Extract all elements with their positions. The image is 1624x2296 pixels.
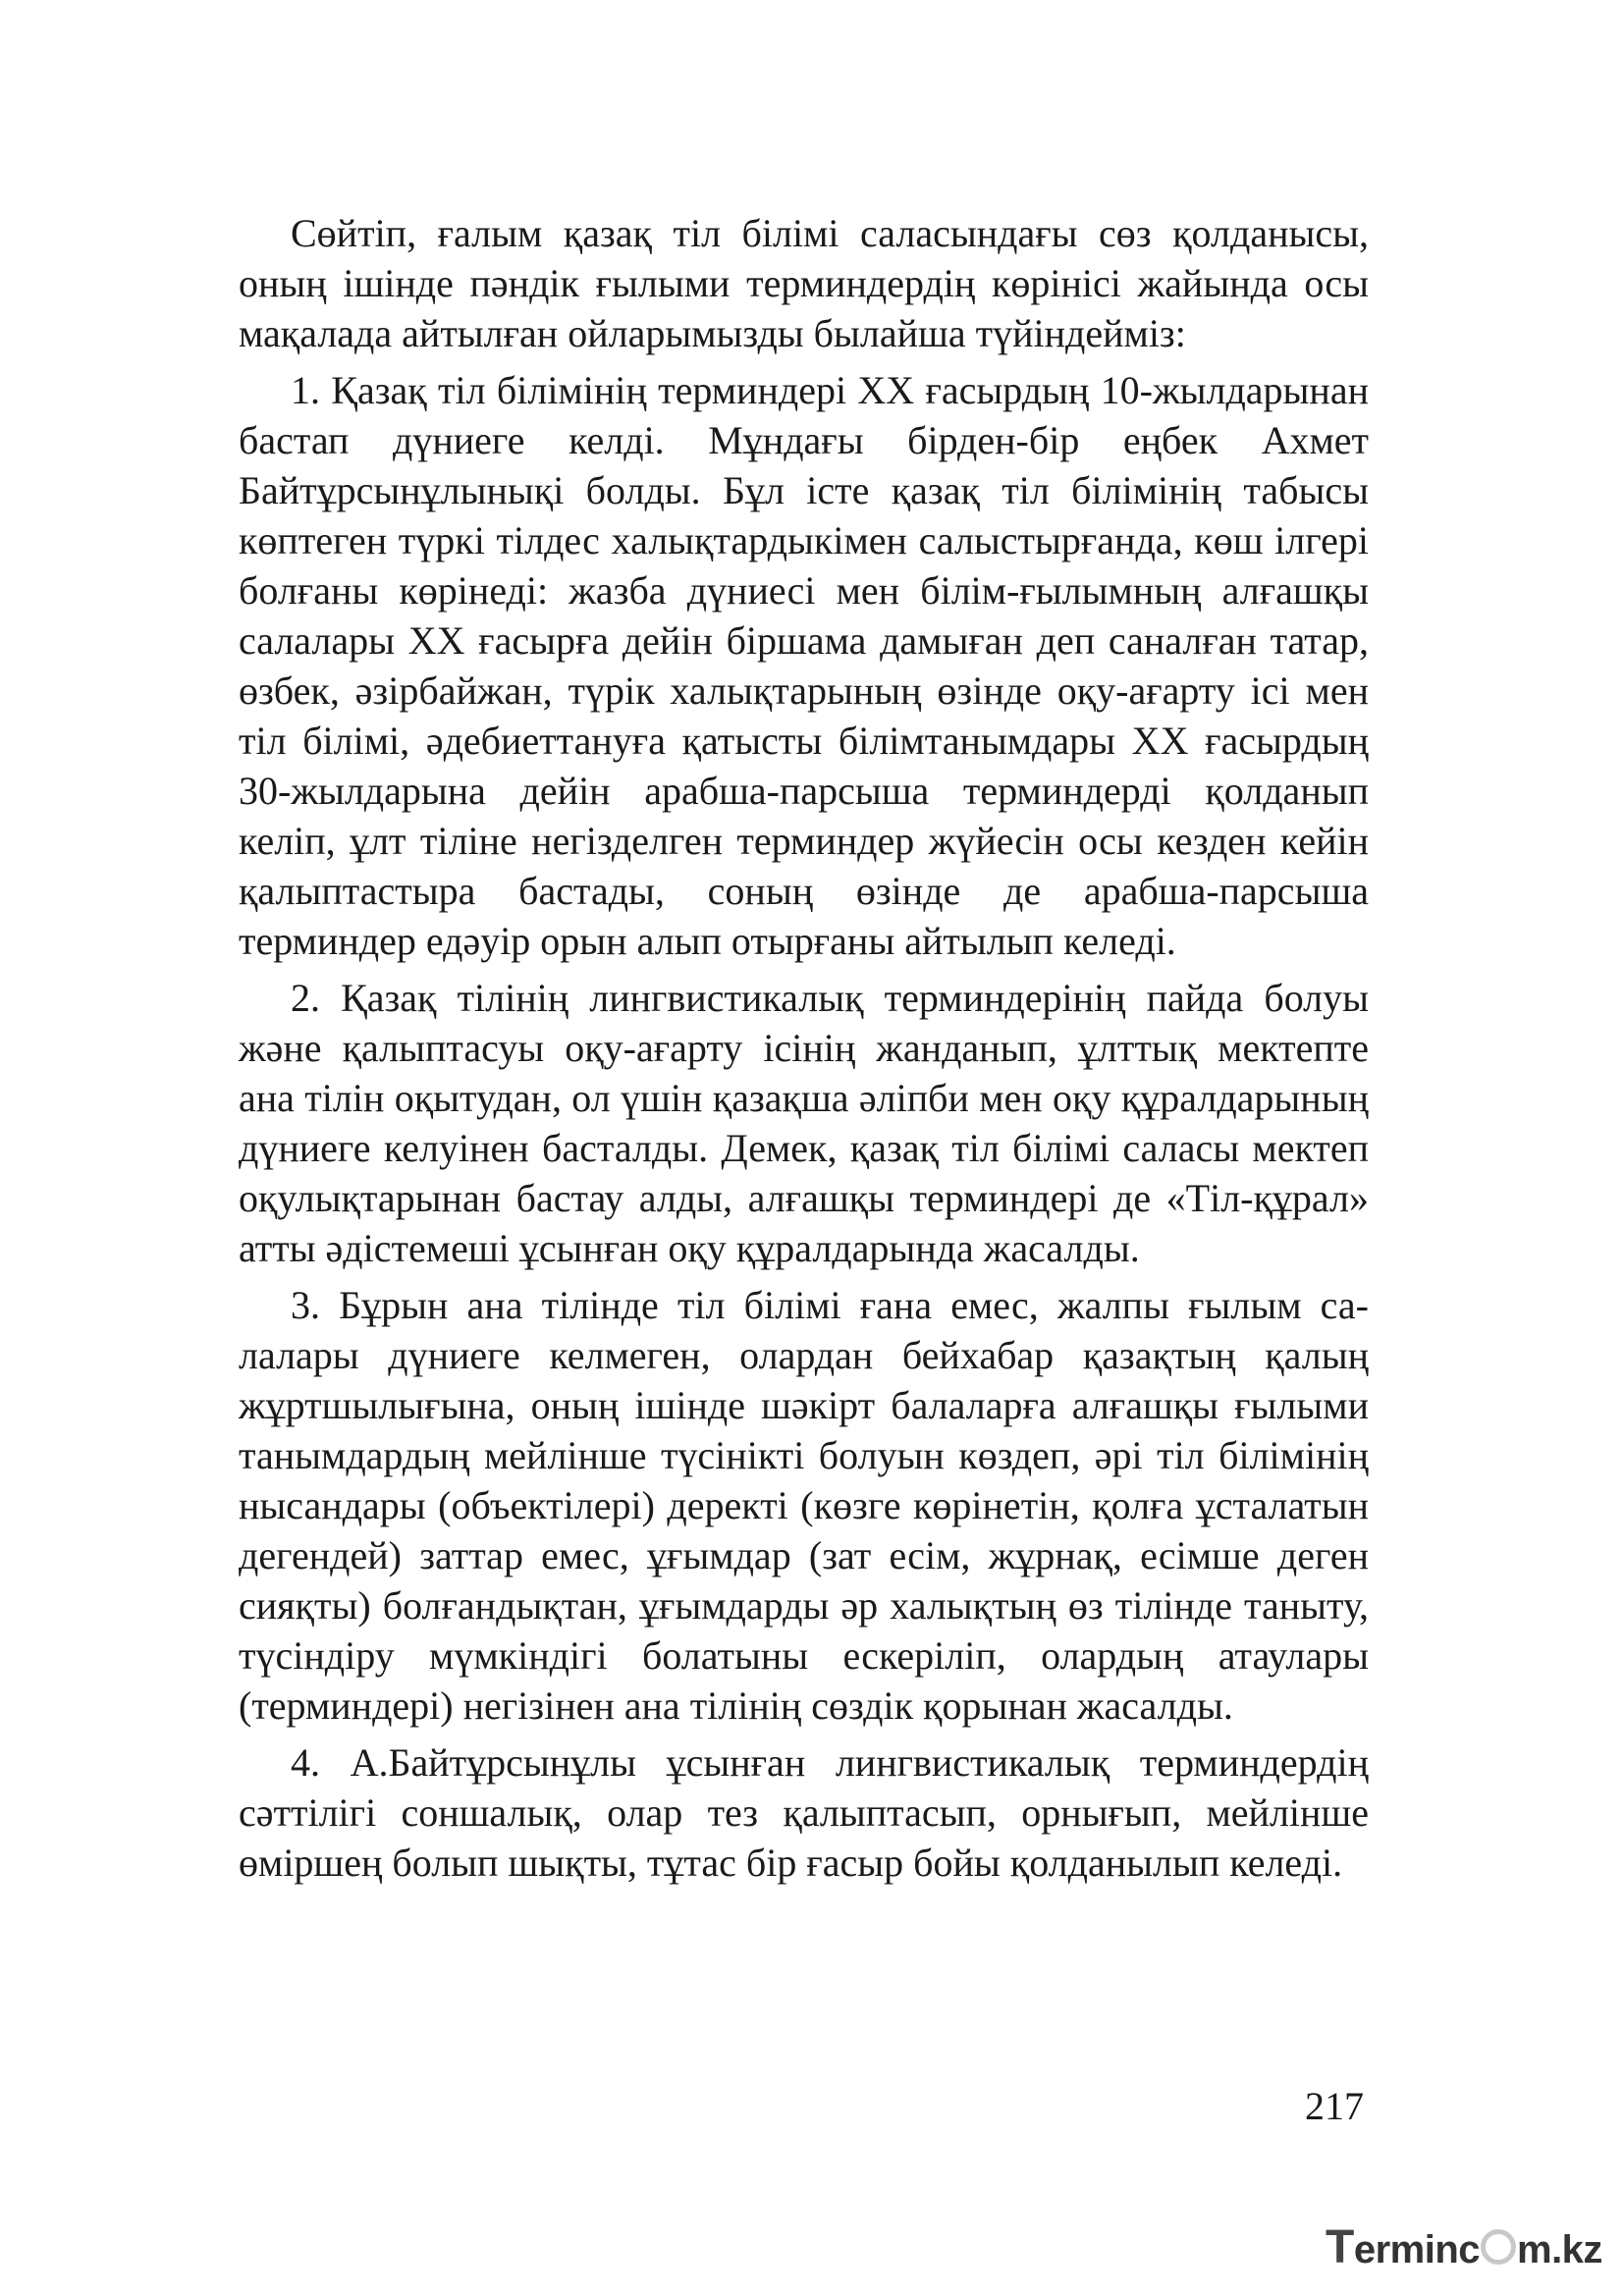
paragraph-point-3: 3. Бұрын ана тілінде тіл білімі ғана емес, жалпы ғылым салалары дүниеге келмеген, олардан бейхабар қазақтың қалың жұртшылығына, оның ішінде шәкірт балаларға алғашқы ғылыми танымдардың мейлінше түсінікті болуын көздеп, әрі тіл білімінің нысандары (объектілері) деректі (көзге көрінетін, қолға ұсталатын дегендей) заттар емес, ұғымдар (зат есім, жұрнақ, есімше деген сияқты) болғандықтан, ұғымдарды әр халықтың өз тілінде таныту, түсіндіру мүмкіндігі болатыны ескеріліп, олардың атаулары (терминдері) негізінен ана тілінің сөздік қорынан жасалды. bbox=[239, 1283, 1369, 1728]
watermark-letter-t: T bbox=[1326, 2221, 1354, 2273]
paragraph-point-4: 4. А.Байтұрсынұлы ұсынған лингвистикалық терминдердің сәттілігі соншалық, олар тез қалыптасып, орнығып, мейлінше өміршең болып шықты, тұтас бір ғасыр бойы қолданылып келеді. bbox=[239, 1740, 1369, 1885]
paragraph-point-2: 2. Қазақ тілінің лингвистикалық терминдерінің пайда болуы және қалыптасуы оқу-ағарту ісінің жанданып, ұлттық мектепте ана тілін оқытудан, ол үшін қазақша әліпби мен оқу құралдарының дүниеге келуінен басталды. Демек, қазақ тіл білімі саласы мектеп оқулықтарынан бастау алды, алғашқы терминдері де «Тіл-құрал» атты әдістемеші ұсынған оқу құралдарында жасалды. bbox=[239, 976, 1369, 1270]
page-number: 217 bbox=[1305, 2084, 1364, 2128]
page-text bbox=[239, 208, 1369, 1895]
paragraph-point-1: 1. Қазақ тіл білімінің терминдері XX ғасырдың 10-жылдарынан бастап дүниеге келді. Мұндағы бірден-бір еңбек Ахмет Байтұрсынұлынықі болды. Бұл істе қазақ тіл білімінің табысы көптеген түркі тілдес халықтардыкімен салыстырғанда, көш ілгері болғаны көрінеді: жазба дүниесі мен білім-ғылымның алғашқы салалары XX ғасырға дейін біршама дамыған деп саналған татар, өзбек, әзірбайжан, түрік халықтарының өзінде оқу-ағарту ісі мен тіл білімі, әдебиеттануға қатысты білімтанымдары XX ғасырдың 30-жылдарына дейін арабша-парсыша терминдерді қолданып келіп, ұлт тіліне негізделген терминдер жүйесін осы кезден кейін қалыптастыра бастады, соның өзінде де арабша-парсыша терминдер едәуір орын алып отырғаны айтылып келеді. bbox=[239, 368, 1369, 963]
watermark-o-circle-icon bbox=[1481, 2229, 1516, 2265]
watermark-text-part1: erminc bbox=[1353, 2228, 1480, 2271]
paragraph-intro: Сөйтіп, ғалым қазақ тіл білімі саласындағы сөз қолданысы, оның ішінде пәндік ғылыми терминдердің көрінісі жайында осы мақалада айтылған ойларымызды былайша түйіндейміз: bbox=[239, 211, 1369, 355]
watermark-text-part2: m.kz bbox=[1517, 2228, 1602, 2271]
termincom-watermark-logo bbox=[1326, 2220, 1602, 2273]
